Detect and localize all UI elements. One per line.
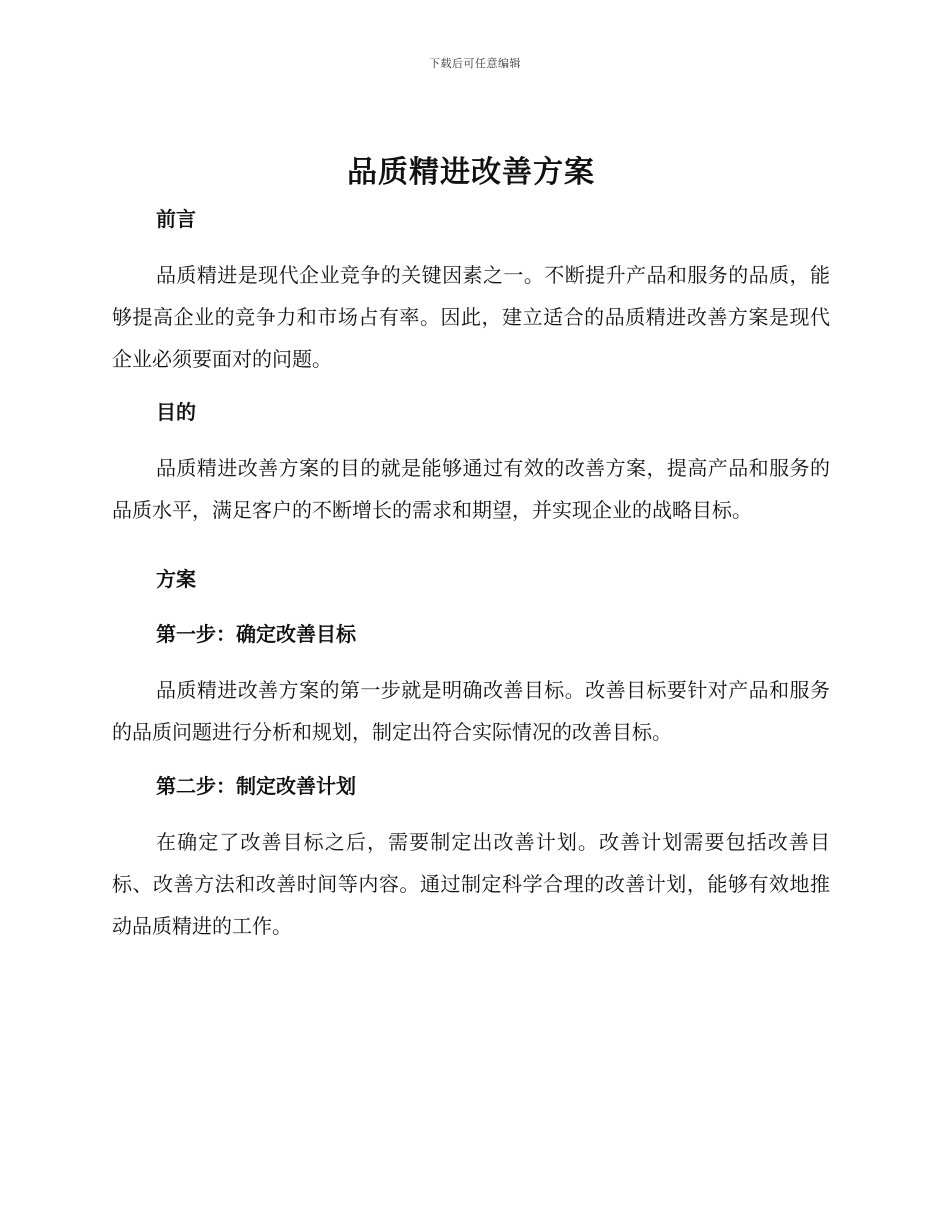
purpose-paragraph: 品质精进改善方案的目的就是能够通过有效的改善方案，提高产品和服务的品质水平，满足客户的不断增长的需求和期望，并实现企业的战略目标。: [112, 456, 830, 522]
step1-heading: 第一步：确定改善目标: [156, 622, 356, 646]
document-title: 品质精进改善方案: [347, 155, 595, 190]
purpose-heading: 目的: [156, 400, 196, 424]
document-body: [112, 150, 830, 947]
step1-paragraph: 品质精进改善方案的第一步就是明确改善目标。改善目标要针对产品和服务的品质问题进行分析和规划，制定出符合实际情况的改善目标。: [112, 678, 830, 744]
plan-heading: 方案: [156, 567, 196, 591]
step2-paragraph: 在确定了改善目标之后，需要制定出改善计划。改善计划需要包括改善目标、改善方法和改善时间等内容。通过制定科学合理的改善计划，能够有效地推动品质精进的工作。: [112, 830, 830, 938]
header-note: 下载后可任意编辑: [429, 57, 521, 70]
preface-heading: 前言: [156, 207, 196, 231]
step2-heading: 第二步：制定改善计划: [156, 774, 356, 798]
preface-paragraph: 品质精进是现代企业竞争的关键因素之一。不断提升产品和服务的品质，能够提高企业的竞争力和市场占有率。因此，建立适合的品质精进改善方案是现代企业必须要面对的问题。: [112, 263, 830, 371]
